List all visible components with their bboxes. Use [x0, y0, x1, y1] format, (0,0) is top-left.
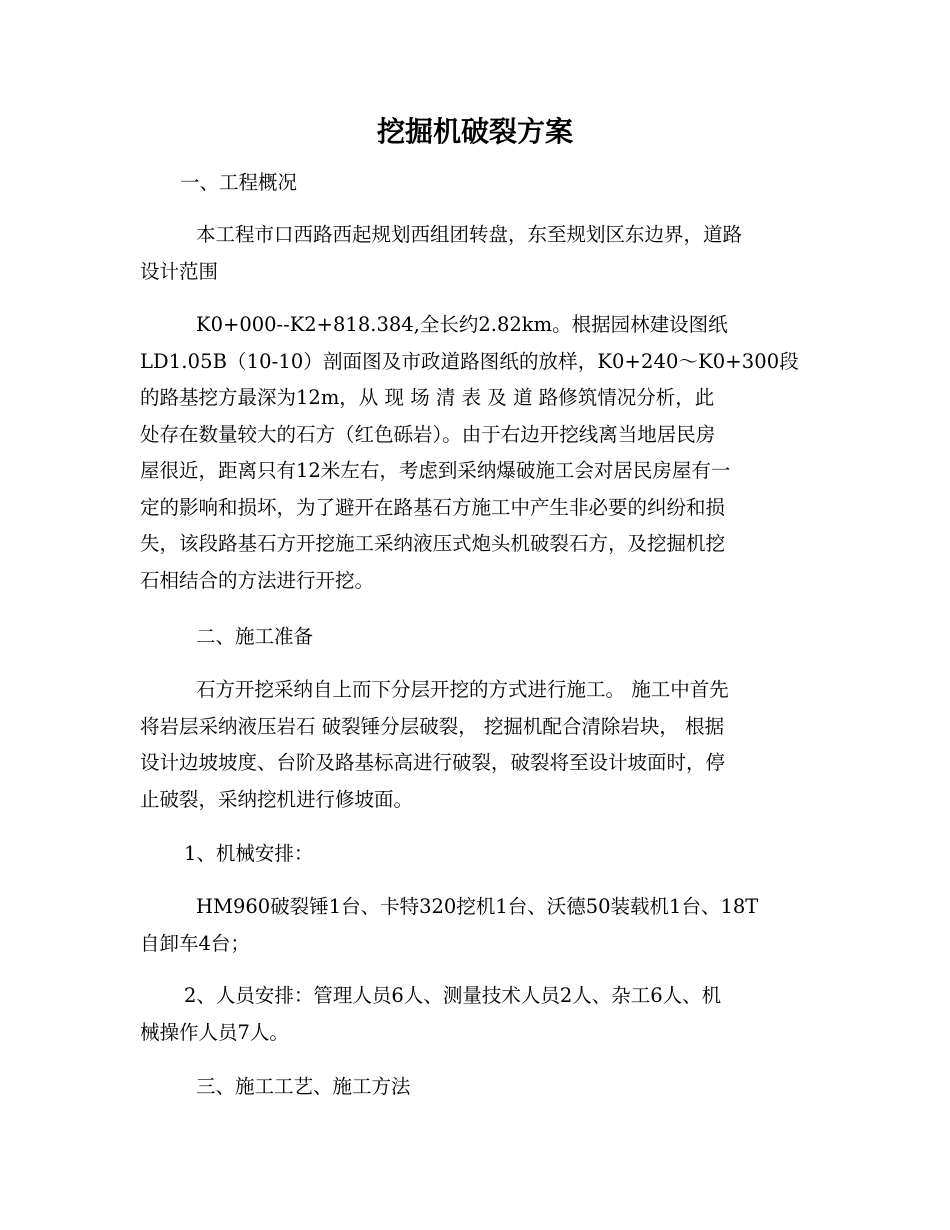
paragraph-line: 石相结合的方法进行开挖。 [140, 568, 375, 592]
paragraph-line: 定的影响和损坏，为了避开在路基石方施工中产生非必要的纠纷和损 [140, 495, 726, 519]
paragraph-project-scope [140, 217, 812, 290]
paragraph-line: 失，该段路基石方开挖施工采纳液压式炮头机破裂石方，及挖掘机挖 [140, 532, 726, 555]
paragraph-line: 处存在数量较大的石方（红色砾岩）。由于右边开挖线离当地居民房 [140, 422, 716, 446]
section-heading-preparation [140, 619, 812, 656]
paragraph-line: 2、人员安排：管理人员6人、测量技术人员2人、杂工6人、机 [184, 984, 722, 1007]
paragraph-line: 止破裂，采纳挖机进行修坡面。 [140, 787, 414, 811]
paragraph-line: 械操作人员7人。 [140, 1020, 289, 1044]
section-heading-text: 一、工程概况 [180, 171, 298, 194]
section-heading-text: 三、施工工艺、施工方法 [196, 1075, 411, 1098]
document-title: 挖掘机破裂方案 [376, 115, 573, 148]
paragraph-line: LD1.05B（10-10）剖面图及市政道路图纸的放样，K0+240～K0+300段 [140, 349, 799, 373]
subheading-machinery [140, 836, 812, 873]
paragraph-line: 的路基挖方最深为12m，从 现 场 清 表 及 道 路修筑情况分析，此 [140, 386, 715, 409]
paragraph-machinery-list [140, 889, 812, 962]
paragraph-line: 将岩层采纳液压岩石 破裂锤分层破裂， 挖掘机配合清除岩块， 根据 [140, 714, 725, 738]
section-heading-overview [140, 165, 812, 202]
subheading-text: 1、机械安排： [184, 842, 314, 865]
paragraph-line: 设计范围 [140, 259, 219, 283]
paragraph-line: 设计边坡坡度、台阶及路基标高进行破裂，破裂将至设计坡面时，停 [140, 751, 726, 774]
paragraph-line: HM960破裂锤1台、卡特320挖机1台、沃德50装载机1台、18T [196, 895, 759, 918]
section-heading-process [140, 1069, 812, 1106]
section-heading-text: 二、施工准备 [196, 625, 314, 648]
paragraph-personnel [140, 978, 812, 1051]
paragraph-line: 屋很近，距离只有12米左右，考虑到采纳爆破施工会对居民房屋有一 [140, 459, 731, 482]
paragraph-line: 自卸车4台； [140, 931, 250, 955]
paragraph-line: 石方开挖采纳自上而下分层开挖的方式进行施工。 施工中首先 [196, 678, 729, 701]
paragraph-project-details [140, 307, 812, 599]
paragraph-line: K0+000--K2+818.384,全长约2.82km。根据园林建设图纸 [196, 313, 728, 336]
paragraph-line: 本工程市口西路西起规划西组团转盘，东至规划区东边界，道路 [196, 223, 743, 246]
paragraph-excavation-method [140, 672, 812, 818]
